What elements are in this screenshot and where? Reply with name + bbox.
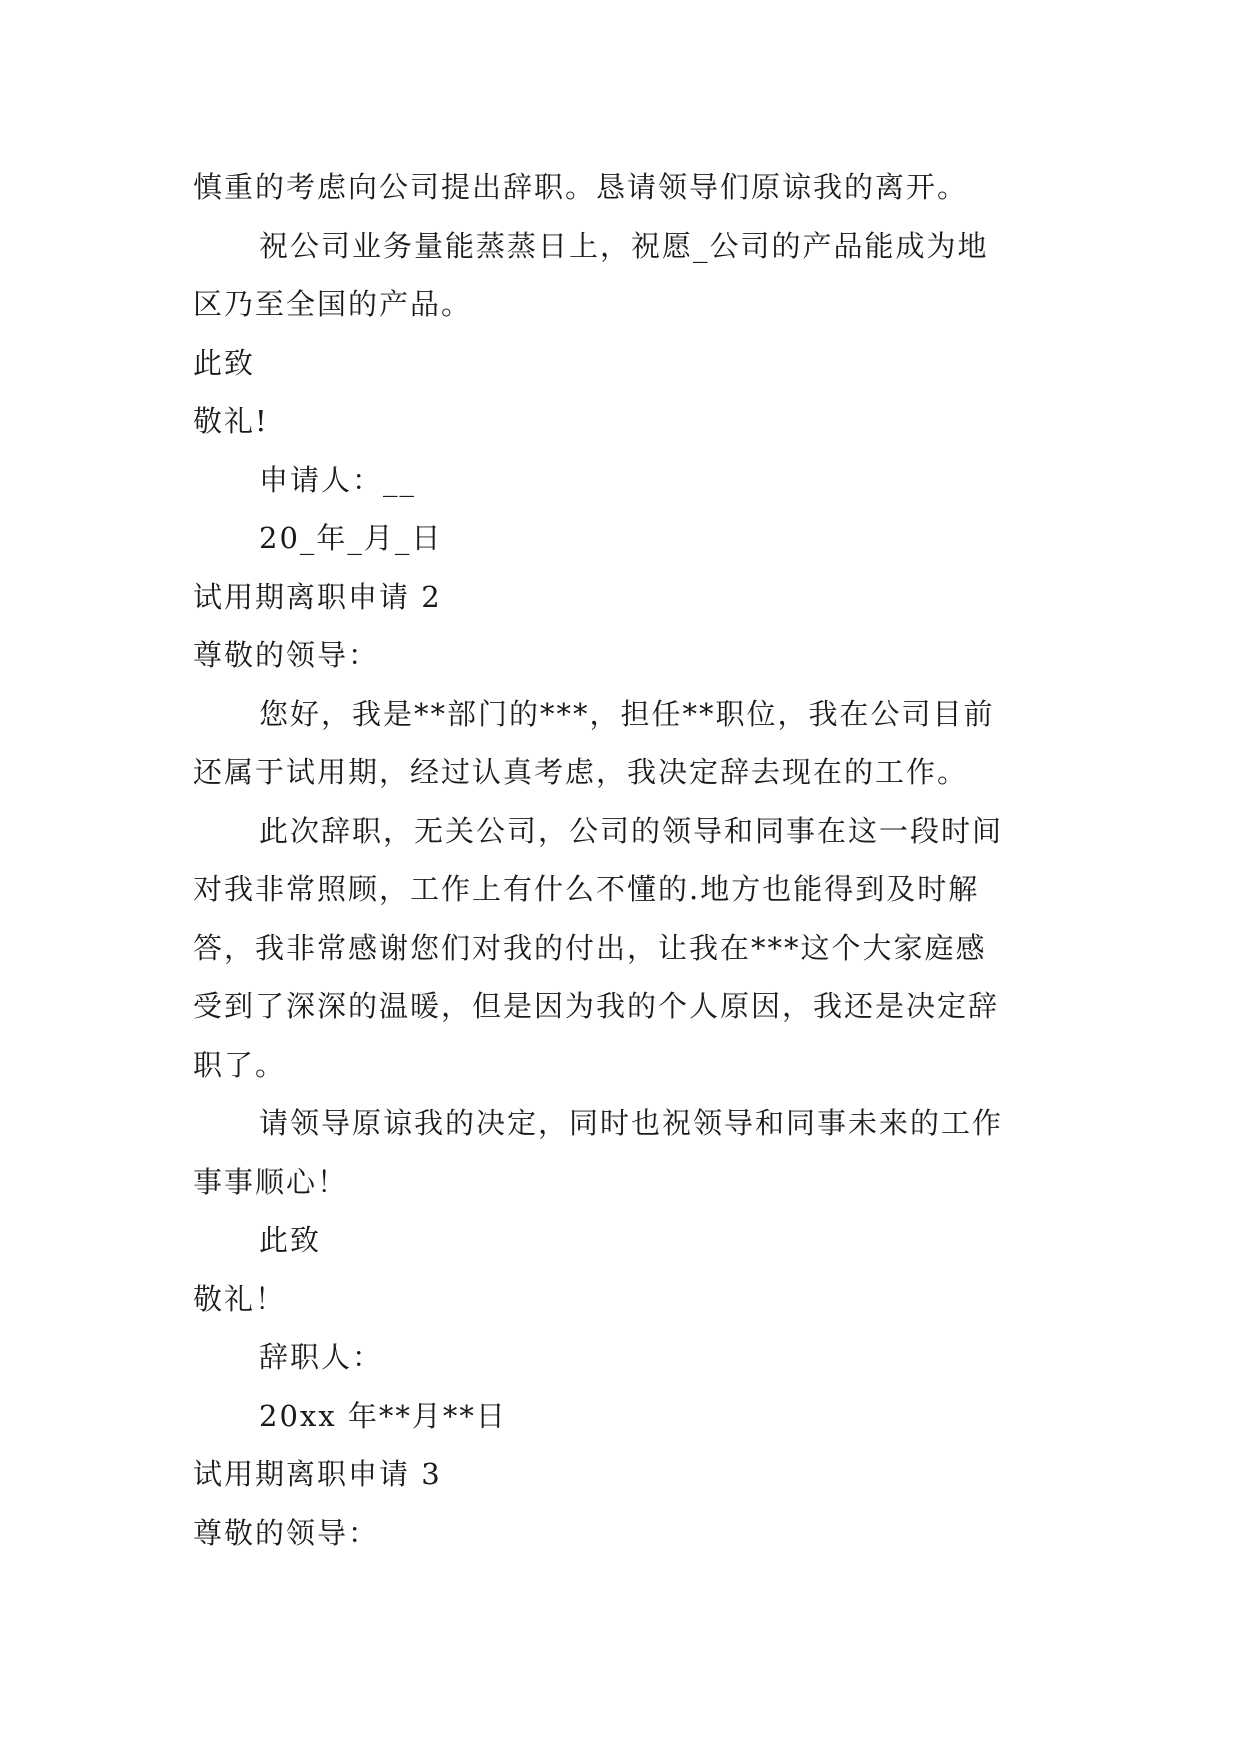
text-line: 对我非常照顾，工作上有什么不懂的.地方也能得到及时解 [193, 872, 980, 906]
greeting: 尊敬的领导： [193, 1515, 380, 1550]
text-line: 答，我非常感谢您们对我的付出，让我在***这个大家庭感 [193, 930, 987, 965]
text-line: 职了。 [193, 1047, 287, 1082]
resigner-signature: 辞职人： [259, 1340, 384, 1374]
text-line: 您好，我是**部门的***，担任**职位，我在公司目前 [259, 696, 995, 731]
text-line: 请领导原谅我的决定，同时也祝领导和同事未来的工作 [259, 1106, 1004, 1140]
section-title: 试用期离职申请 2 [193, 579, 442, 614]
text-line: 受到了深深的温暖，但是因为我的个人原因，我还是决定辞 [193, 989, 1000, 1023]
signature-date: 20_年_月_日 [259, 521, 443, 555]
document-body [193, 158, 1063, 1562]
text-line: 事事顺心！ [193, 1164, 349, 1199]
text-line: 祝公司业务量能蒸蒸日上，祝愿_公司的产品能成为地 [259, 228, 989, 263]
closing-salutation: 敬礼！ [193, 1281, 287, 1316]
text-line: 慎重的考虑向公司提出辞职。恳请领导们原谅我的离开。 [193, 170, 969, 204]
applicant-signature: 申请人：__ [259, 462, 417, 497]
closing-salutation: 敬礼! [193, 404, 269, 438]
signature-date: 20xx 年**月**日 [259, 1398, 507, 1433]
text-line: 区乃至全国的产品。 [193, 287, 473, 321]
text-line: 此次辞职，无关公司，公司的领导和同事在这一段时间 [259, 813, 1004, 848]
text-line: 还属于试用期，经过认真考虑，我决定辞去现在的工作。 [193, 755, 969, 789]
closing-salutation: 此致 [259, 1223, 322, 1257]
greeting: 尊敬的领导： [193, 638, 380, 672]
closing-salutation: 此致 [193, 345, 256, 380]
section-title: 试用期离职申请 3 [193, 1457, 442, 1491]
